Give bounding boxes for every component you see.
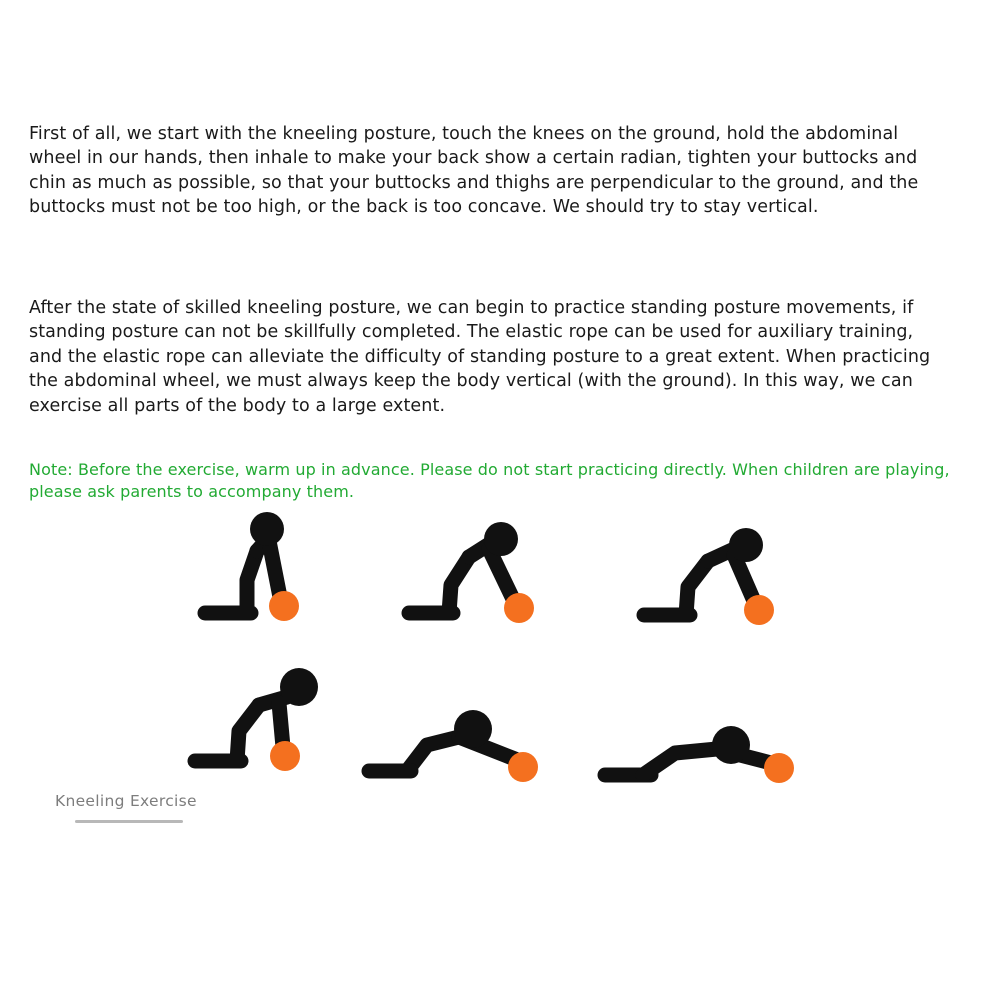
- stick-figure-body: [369, 737, 515, 771]
- stick-figure-body: [205, 535, 280, 613]
- caption-underline: [75, 820, 183, 823]
- safety-note: Note: Before the exercise, warm up in advance. Please do not start practicing directly. When children are playing, please ask parents to accompany them.: [29, 460, 950, 501]
- ab-wheel-icon: [270, 741, 300, 771]
- figure-kneeling-step-5: [355, 703, 565, 833]
- stick-figure-head: [250, 512, 284, 546]
- stick-figure-head: [454, 710, 492, 748]
- stick-figure-head: [712, 726, 750, 764]
- figure-kneeling-step-3: [630, 523, 840, 653]
- stick-figure-head: [484, 522, 518, 556]
- paragraph-kneeling-posture: First of all, we start with the kneeling posture, touch the knees on the ground, hold the abdominal wheel in our hands, then inhale to make your back show a certain radian, tighten your buttocks and chin as much as possible, so that your buttocks and thighs are perpendicular to the ground, and the buttocks must not be too high, or the back is too concave. We should try to stay vertical.: [29, 123, 919, 217]
- paragraph-standing-posture: After the state of skilled kneeling posture, we can begin to practice standing posture movements, if standing posture can not be skillfully completed. The elastic rope can be used for auxiliary training, and the elastic rope can alleviate the difficulty of standing posture to a great extent. When practicing the abdominal wheel, we must always keep the body vertical (with the ground). In this way, we can exercise all parts of the body to a large extent.: [29, 297, 931, 416]
- stick-figure-head: [280, 668, 318, 706]
- ab-wheel-icon: [744, 595, 774, 625]
- ab-wheel-icon: [764, 753, 794, 783]
- ab-wheel-icon: [508, 752, 538, 782]
- figure-grid: [0, 505, 1000, 805]
- figure-kneeling-step-1: [185, 505, 395, 635]
- ab-wheel-icon: [269, 591, 299, 621]
- ab-wheel-icon: [504, 593, 534, 623]
- figure-kneeling-step-4: [175, 665, 385, 795]
- figure-kneeling-step-2: [395, 515, 605, 645]
- figure-kneeling-step-6: [585, 723, 795, 853]
- figure-caption: Kneeling Exercise: [55, 792, 197, 810]
- stick-figure-head: [729, 528, 763, 562]
